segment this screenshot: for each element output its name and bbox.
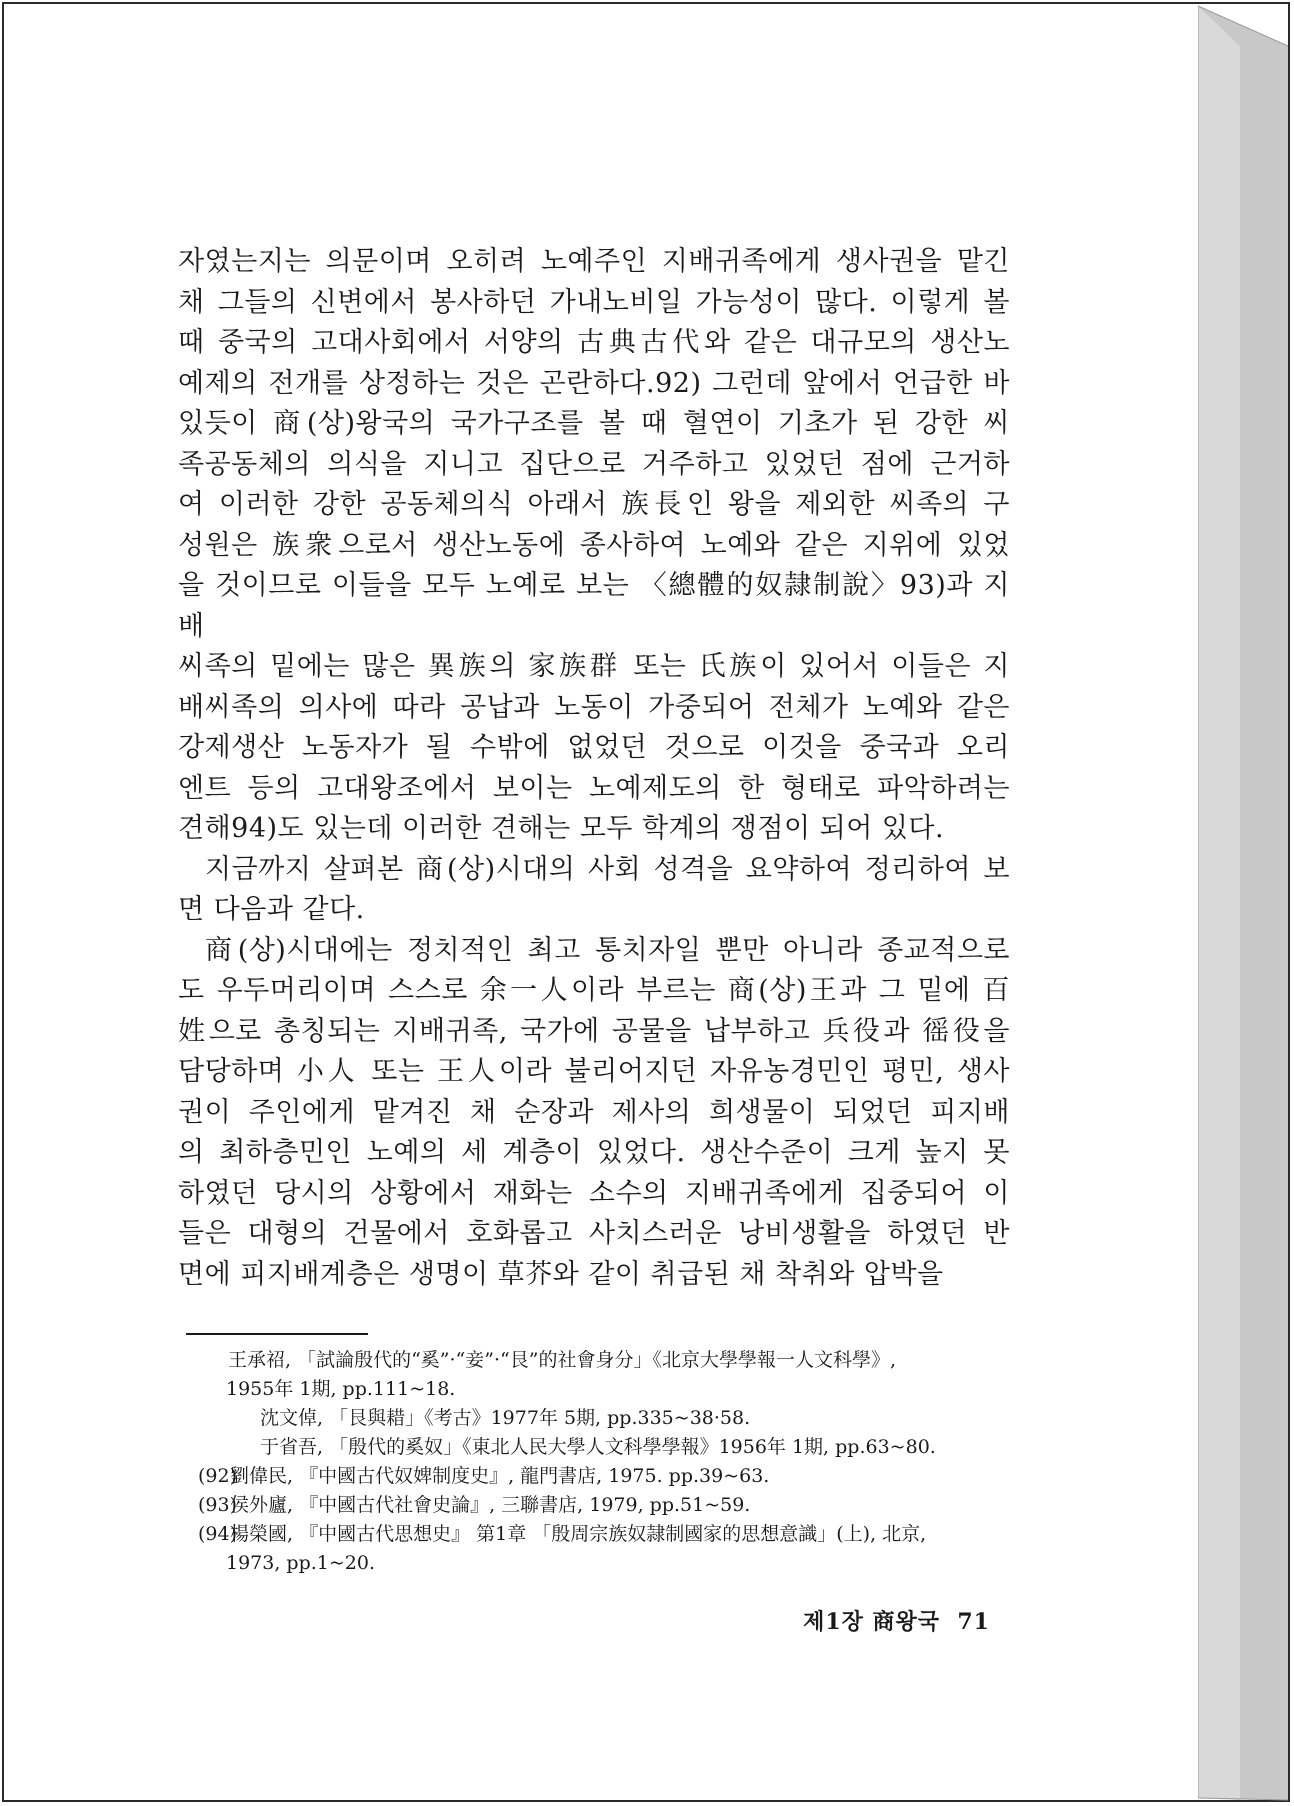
body-line: 있듯이 商(상)왕국의 국가구조를 볼 때 혈연이 기초가 된 강한 씨 — [178, 408, 1010, 439]
footnote-line — [198, 1549, 1010, 1578]
footnote-line — [198, 1520, 1010, 1549]
body-line: 배씨족의 의사에 따라 공납과 노동이 가중되어 전체가 노예와 같은 — [178, 691, 1010, 723]
footnote-line — [198, 1375, 1010, 1404]
footnote-text: 1955年 1期, pp.111~18. — [226, 1378, 456, 1400]
footnote-text: 侯外廬, 『中國古代社會史論』, 三聯書店, 1979, pp.51~59. — [230, 1494, 751, 1516]
body-line: 도 우두머리이며 스스로 余一人이라 부르는 商(상)王과 그 밑에 百 — [178, 975, 1010, 1006]
footnote-number: (94) — [198, 1523, 238, 1545]
body-line: 예제의 전개를 상정하는 것은 곤란하다.92) 그런데 앞에서 언급한 바 — [178, 367, 1010, 399]
body-line: 씨족의 밑에는 많은 異族의 家族群 또는 氏族이 있어서 이들은 지 — [178, 651, 1010, 682]
body-line: 商(상)시대에는 정치적인 최고 통치자일 뿐만 아니라 종교적으로 — [205, 934, 1010, 966]
footnote-text: 楊榮國, 『中國古代思想史』 第1章 「殷周宗族奴隷制國家的思想意識」(上), 北京, — [230, 1523, 927, 1545]
body-line: 姓으로 총칭되는 지배귀족, 국가에 공물을 납부하고 兵役과 徭役을 — [178, 1015, 1010, 1047]
footnotes — [198, 1346, 1010, 1578]
body-line: 족공동체의 의식을 지니고 집단으로 거주하고 있었던 점에 근거하 — [178, 448, 1010, 480]
footnote-line — [198, 1404, 1010, 1433]
footnote-text: 劉偉民, 『中國古代奴婢制度史』, 龍門書店, 1975. pp.39~63. — [230, 1465, 770, 1487]
body-line: 면 다음과 같다. — [178, 894, 365, 925]
page-number: 71 — [957, 1609, 990, 1635]
body-text — [178, 242, 1010, 1295]
footnote-line — [198, 1462, 1010, 1491]
body-line: 엔트 등의 고대왕조에서 보이는 노예제도의 한 형태로 파악하려는 — [178, 772, 1010, 804]
footnote-line — [198, 1346, 1010, 1375]
footnote-number: (92) — [198, 1465, 238, 1487]
body-line: 지금까지 살펴본 商(상)시대의 사회 성격을 요약하여 정리하여 보 — [205, 853, 1010, 885]
footnote-number: (93) — [198, 1494, 238, 1516]
footnote-text: 沈文倬, 「艮與耤」《考古》1977年 5期, pp.335~38·58. — [260, 1407, 751, 1429]
body-line: 면에 피지배계층은 생명이 草芥와 같이 취급된 채 착취와 압박을 — [178, 1258, 944, 1290]
body-line: 강제생산 노동자가 될 수밖에 없었던 것으로 이것을 중국과 오리 — [178, 732, 1010, 763]
body-line: 성원은 族衆으로서 생산노동에 종사하여 노예와 같은 지위에 있었 — [178, 529, 1010, 561]
body-line: 견해94)도 있는데 이러한 견해는 모두 학계의 쟁점이 되어 있다. — [178, 813, 945, 844]
footnote-separator — [186, 1333, 368, 1335]
body-line: 때 중국의 고대사회에서 서양의 古典古代와 같은 대규모의 생산노 — [178, 327, 1010, 358]
body-line: 담당하며 小人 또는 王人이라 불리어지던 자유농경민인 평민, 생사 — [178, 1056, 1010, 1087]
footnote-line — [198, 1491, 1010, 1520]
body-line: 의 최하층민인 노예의 세 계층이 있었다. 생산수준이 크게 높지 못 — [178, 1137, 1010, 1168]
body-line: 들은 대형의 건물에서 호화롭고 사치스러운 낭비생활을 하였던 반 — [178, 1218, 1010, 1249]
footnote-text: 1973, pp.1~20. — [226, 1552, 376, 1574]
body-line: 권이 주인에게 맡겨진 채 순장과 제사의 희생물이 되었던 피지배 — [178, 1096, 1010, 1128]
running-footer-chapter: 제1장 商왕국 — [803, 1609, 941, 1635]
page-footer — [770, 1605, 990, 1636]
body-line: 하였던 당시의 상황에서 재화는 소수의 지배귀족에게 집중되어 이 — [178, 1177, 1010, 1209]
body-line: 여 이러한 강한 공동체의식 아래서 族長인 왕을 제외한 씨족의 구 — [178, 489, 1010, 520]
footnote-line — [198, 1433, 1010, 1462]
body-line: 을 것이므로 이들을 모두 노예로 보는 〈總體的奴隷制說〉93)과 지배 — [178, 570, 1010, 642]
footnote-text: 王承祒, 「試論殷代的“奚”·“妾”·“艮”的社會身分」《北京大學學報一人文科學》, — [228, 1349, 896, 1371]
footnote-text: 于省吾, 「殷代的奚奴」《東北人民大學人文科學學報》1956年 1期, pp.63~80. — [260, 1436, 936, 1458]
body-line: 채 그들의 신변에서 봉사하던 가내노비일 가능성이 많다. 이렇게 볼 — [178, 286, 1010, 318]
body-line: 자였는지는 의문이며 오히려 노예주인 지배귀족에게 생사권을 맡긴 — [178, 246, 1010, 277]
